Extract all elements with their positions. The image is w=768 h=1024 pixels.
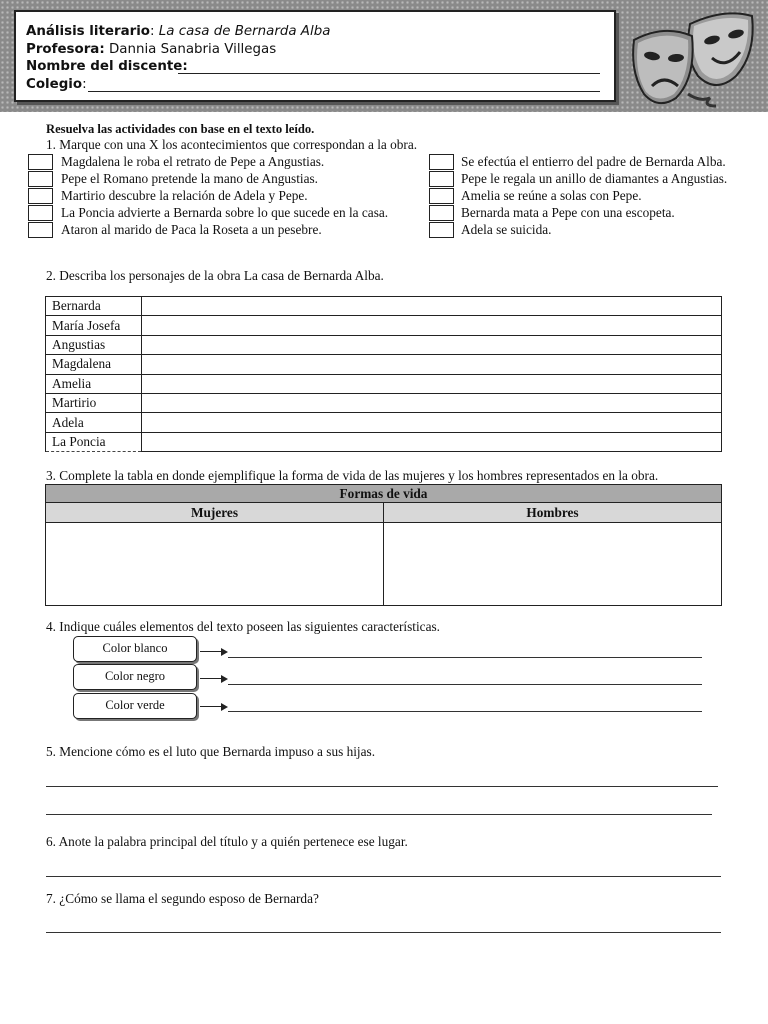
list-item: La Poncia advierte a Bernarda sobre lo que sucede en la casa. [61, 205, 389, 220]
table-row [46, 297, 722, 316]
answer-line[interactable] [46, 786, 718, 787]
list-item: Ataron al marido de Paca la Roseta a un pesebre. [61, 222, 322, 237]
color-negro-box: Color negro [73, 664, 197, 690]
table-row [46, 393, 722, 412]
description-cell[interactable] [142, 316, 722, 335]
column-header-hombres: Hombres [384, 503, 722, 523]
table-row [46, 432, 722, 451]
checkbox[interactable] [429, 188, 454, 204]
header-profesora-line [26, 41, 604, 59]
formas-de-vida-table [45, 484, 722, 606]
character-name: Adela [46, 413, 142, 432]
description-cell[interactable] [142, 297, 722, 316]
instructions: Resuelva las actividades con base en el texto leído. [46, 122, 315, 136]
table-title: Formas de vida [46, 485, 722, 503]
character-name: Bernarda [46, 297, 142, 316]
description-cell[interactable] [142, 432, 722, 451]
arrow-icon [200, 706, 226, 707]
q7-prompt: 7. ¿Cómo se llama el segundo esposo de Bernarda? [46, 891, 319, 906]
list-item: Se efectúa el entierro del padre de Bernarda Alba. [461, 154, 726, 169]
answer-line[interactable] [228, 684, 702, 685]
character-name: La Poncia [46, 432, 142, 451]
description-cell[interactable] [142, 355, 722, 374]
profesora-label: Profesora: [26, 41, 105, 57]
list-item: Pepe le regala un anillo de diamantes a Angustias. [461, 171, 728, 186]
checkbox[interactable] [429, 154, 454, 170]
checkbox[interactable] [429, 222, 454, 238]
answer-line[interactable] [46, 814, 712, 815]
list-item: Adela se suicida. [461, 222, 552, 237]
table-row [46, 374, 722, 393]
color-blanco-box: Color blanco [73, 636, 197, 662]
answer-line[interactable] [46, 932, 721, 933]
characters-table [45, 296, 722, 452]
q3-prompt: 3. Complete la tabla en donde ejemplifique la forma de vida de las mujeres y los hombres representados en la obra. [46, 468, 659, 483]
checkbox[interactable] [28, 154, 53, 170]
answer-line[interactable] [46, 876, 721, 877]
q2-prompt: 2. Describa los personajes de la obra La casa de Bernarda Alba. [46, 268, 384, 283]
table-row [46, 413, 722, 432]
character-name: Magdalena [46, 355, 142, 374]
theater-masks-icon [628, 6, 758, 110]
character-name: Angustias [46, 335, 142, 354]
q4-prompt: 4. Indique cuáles elementos del texto poseen las siguientes características. [46, 619, 440, 634]
nombre-label: Nombre del discente: [26, 59, 188, 74]
analisis-label: Análisis literario [26, 24, 151, 39]
character-name: Amelia [46, 374, 142, 393]
mujeres-answer-cell[interactable] [46, 523, 384, 606]
list-item: Pepe el Romano pretende la mano de Angustias. [61, 171, 319, 186]
header-nombre-line [26, 58, 604, 76]
description-cell[interactable] [142, 374, 722, 393]
description-cell[interactable] [142, 413, 722, 432]
arrow-icon [200, 651, 226, 652]
q5-prompt: 5. Mencione cómo es el luto que Bernarda impuso a sus hijas. [46, 744, 376, 759]
column-header-mujeres: Mujeres [46, 503, 384, 523]
nombre-blank[interactable] [178, 73, 600, 74]
checkbox[interactable] [28, 222, 53, 238]
character-name: Martirio [46, 393, 142, 412]
table-row [46, 355, 722, 374]
table-row [46, 316, 722, 335]
checkbox[interactable] [28, 171, 53, 187]
list-item: Amelia se reúne a solas con Pepe. [461, 188, 642, 203]
list-item: Magdalena le roba el retrato de Pepe a Angustias. [61, 154, 325, 169]
checkbox[interactable] [28, 188, 53, 204]
header-colegio-line: Colegio: [26, 76, 604, 94]
header-title-line: Análisis literario: La casa de Bernarda Alba [26, 24, 331, 39]
arrow-icon [200, 678, 226, 679]
table-row [46, 335, 722, 354]
header-box [14, 10, 616, 102]
checkbox[interactable] [28, 205, 53, 221]
checkbox[interactable] [429, 171, 454, 187]
description-cell[interactable] [142, 335, 722, 354]
answer-line[interactable] [228, 657, 702, 658]
q1-prompt: 1. Marque con una X los acontecimientos que correspondan a la obra. [46, 137, 418, 152]
checkbox[interactable] [429, 205, 454, 221]
list-item: Bernarda mata a Pepe con una escopeta. [461, 205, 675, 220]
q6-prompt: 6. Anote la palabra principal del título y a quién pertenece ese lugar. [46, 834, 408, 849]
profesora-name: Dannia Sanabria Villegas [108, 41, 277, 57]
character-name: María Josefa [46, 316, 142, 335]
list-item: Martirio descubre la relación de Adela y Pepe. [61, 188, 308, 203]
color-verde-box: Color verde [73, 693, 197, 719]
colegio-label: Colegio [26, 76, 83, 92]
description-cell[interactable] [142, 393, 722, 412]
work-title: La casa de Bernarda Alba [158, 24, 331, 39]
colegio-blank[interactable] [88, 91, 600, 92]
answer-line[interactable] [228, 711, 702, 712]
hombres-answer-cell[interactable] [384, 523, 722, 606]
